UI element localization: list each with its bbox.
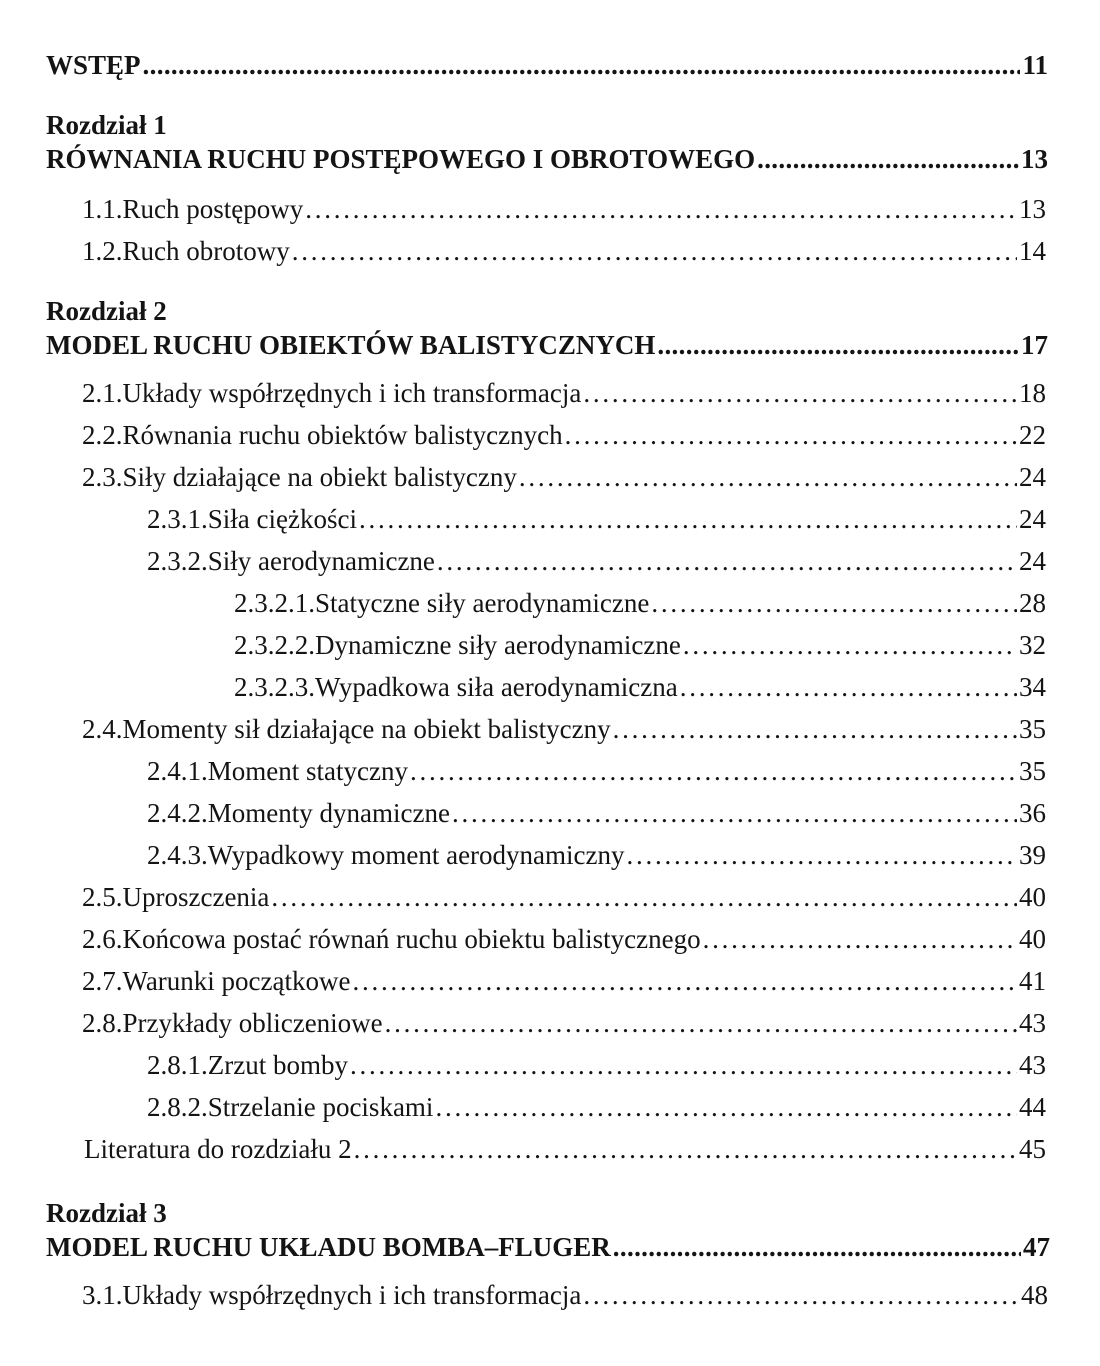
- page-number: 24: [1019, 462, 1046, 492]
- page-number: 44: [1019, 1092, 1046, 1122]
- section-title: Uproszczenia: [122, 882, 270, 912]
- toc-entry[interactable]: [82, 462, 1046, 493]
- section-number: 2.3.2.3.: [234, 672, 315, 702]
- dot-leader: [271, 882, 1017, 910]
- chapter-label: Rozdział 1: [46, 110, 167, 140]
- dot-leader: [680, 672, 1017, 700]
- section-title: Układy współrzędnych i ich transformacja: [122, 378, 582, 408]
- dot-leader: [385, 1008, 1017, 1036]
- dot-leader: [292, 236, 1017, 264]
- section-title: Siły działające na obiekt balistyczny: [122, 462, 517, 492]
- page-number: 39: [1019, 840, 1046, 870]
- toc-entry[interactable]: [82, 420, 1046, 451]
- toc-entry[interactable]: [82, 236, 1046, 267]
- toc-heading-title: WSTĘP: [46, 50, 141, 80]
- dot-leader: [143, 50, 1021, 78]
- section-number: 2.3.2.1.: [234, 588, 315, 618]
- toc-heading-chapter[interactable]: [46, 144, 1048, 175]
- section-number: 2.4.3.: [147, 840, 208, 870]
- toc-entry[interactable]: [147, 504, 1046, 535]
- dot-leader: [583, 1280, 1019, 1308]
- section-title: Literatura do rozdziału 2: [84, 1134, 352, 1164]
- toc-heading-chapter[interactable]: [46, 330, 1048, 361]
- page-number: 13: [1019, 194, 1046, 224]
- dot-leader: [627, 840, 1018, 868]
- toc-heading-intro[interactable]: [46, 50, 1048, 81]
- dot-leader: [703, 924, 1017, 952]
- dot-leader: [354, 1134, 1017, 1162]
- section-number: 3.1.: [82, 1280, 123, 1310]
- page-number: 41: [1019, 966, 1046, 996]
- section-number: 2.4.1.: [147, 756, 208, 786]
- section-title: Momenty sił działające na obiekt balistyczny: [122, 714, 611, 744]
- toc-heading-chapter[interactable]: [46, 1232, 1050, 1263]
- page-number: 35: [1019, 756, 1046, 786]
- dot-leader: [583, 378, 1017, 406]
- toc-entry[interactable]: [234, 630, 1046, 661]
- page-number: 14: [1019, 236, 1046, 266]
- page-number: 24: [1019, 546, 1046, 576]
- page-number: 17: [1021, 330, 1048, 360]
- dot-leader: [359, 504, 1017, 532]
- section-title: Siła ciężkości: [207, 504, 357, 534]
- page-number: 40: [1019, 924, 1046, 954]
- toc-entry[interactable]: [147, 546, 1046, 577]
- section-title: Siły aerodynamiczne: [207, 546, 435, 576]
- page-number: 24: [1019, 504, 1046, 534]
- dot-leader: [565, 420, 1017, 448]
- page-number: 11: [1022, 50, 1048, 80]
- toc-entry[interactable]: [82, 378, 1046, 409]
- section-title: Ruch postępowy: [122, 194, 304, 224]
- section-number: 2.8.1.: [147, 1050, 208, 1080]
- dot-leader: [452, 798, 1017, 826]
- section-number: 2.3.2.: [147, 546, 208, 576]
- toc-entry[interactable]: [82, 966, 1046, 997]
- page-number: 22: [1019, 420, 1046, 450]
- page-number: 40: [1019, 882, 1046, 912]
- section-number: 2.5.: [82, 882, 123, 912]
- section-title: Układy współrzędnych i ich transformacja: [122, 1280, 582, 1310]
- section-title: Wypadkowa siła aerodynamiczna: [315, 672, 678, 702]
- toc-entry[interactable]: [147, 1092, 1046, 1123]
- section-number: 2.3.: [82, 462, 123, 492]
- dot-leader: [410, 756, 1017, 784]
- toc-entry[interactable]: [82, 194, 1046, 225]
- dot-leader: [305, 194, 1017, 222]
- toc-entry[interactable]: [82, 714, 1046, 745]
- dot-leader: [519, 462, 1017, 490]
- section-number: 2.8.: [82, 1008, 123, 1038]
- section-title: Przykłady obliczeniowe: [122, 1008, 383, 1038]
- page-number: 45: [1019, 1134, 1046, 1164]
- dot-leader: [651, 588, 1017, 616]
- section-title: Zrzut bomby: [207, 1050, 348, 1080]
- page-number: 43: [1019, 1050, 1046, 1080]
- dot-leader: [437, 546, 1017, 574]
- page-number: 35: [1019, 714, 1046, 744]
- section-title: Moment statyczny: [207, 756, 408, 786]
- dot-leader: [757, 144, 1019, 172]
- toc-heading-title: MODEL RUCHU UKŁADU BOMBA–FLUGER: [46, 1232, 611, 1262]
- section-number: 2.6.: [82, 924, 123, 954]
- dot-leader: [613, 714, 1017, 742]
- dot-leader: [613, 1232, 1021, 1260]
- section-number: 2.4.2.: [147, 798, 208, 828]
- page-number: 13: [1021, 144, 1048, 174]
- section-number: 1.2.: [82, 236, 123, 266]
- section-number: 2.3.1.: [147, 504, 208, 534]
- dot-leader: [350, 1050, 1017, 1078]
- section-number: 2.1.: [82, 378, 123, 408]
- toc-entry[interactable]: [82, 1280, 1048, 1311]
- section-title: Strzelanie pociskami: [207, 1092, 434, 1122]
- toc-entry[interactable]: [147, 840, 1046, 871]
- dot-leader: [657, 330, 1019, 358]
- page-number: 32: [1019, 630, 1046, 660]
- toc-heading-title: MODEL RUCHU OBIEKTÓW BALISTYCZNYCH: [46, 330, 656, 360]
- section-title: Wypadkowy moment aerodynamiczny: [207, 840, 625, 870]
- page-number: 48: [1021, 1280, 1048, 1310]
- toc-entry[interactable]: [147, 1050, 1046, 1081]
- toc-entry[interactable]: [234, 672, 1046, 703]
- page-number: 28: [1019, 588, 1046, 618]
- section-title: Końcowa postać równań ruchu obiektu balistycznego: [122, 924, 701, 954]
- dot-leader: [352, 966, 1017, 994]
- section-title: Dynamiczne siły aerodynamiczne: [315, 630, 681, 660]
- toc-entry[interactable]: [147, 798, 1046, 829]
- page-number: 34: [1019, 672, 1046, 702]
- page-number: 18: [1019, 378, 1046, 408]
- section-title: Momenty dynamiczne: [207, 798, 450, 828]
- chapter-label: Rozdział 2: [46, 296, 167, 326]
- page-number: 47: [1023, 1232, 1050, 1262]
- toc-entry[interactable]: [82, 882, 1046, 913]
- section-title: Statyczne siły aerodynamiczne: [315, 588, 650, 618]
- section-title: Warunki początkowe: [122, 966, 351, 996]
- toc-entry[interactable]: [147, 756, 1046, 787]
- dot-leader: [683, 630, 1017, 658]
- section-number: 2.4.: [82, 714, 123, 744]
- toc-entry[interactable]: [234, 588, 1046, 619]
- page-number: 43: [1019, 1008, 1046, 1038]
- section-number: 2.7.: [82, 966, 123, 996]
- section-number: 2.8.2.: [147, 1092, 208, 1122]
- page-number: 36: [1019, 798, 1046, 828]
- section-number: 2.2.: [82, 420, 123, 450]
- chapter-label: Rozdział 3: [46, 1198, 167, 1228]
- toc-entry-literature[interactable]: [84, 1134, 1046, 1165]
- toc-heading-title: RÓWNANIA RUCHU POSTĘPOWEGO I OBROTOWEGO: [46, 144, 756, 174]
- section-number: 1.1.: [82, 194, 123, 224]
- section-title: Ruch obrotowy: [122, 236, 290, 266]
- toc-entry[interactable]: [82, 1008, 1046, 1039]
- section-number: 2.3.2.2.: [234, 630, 315, 660]
- toc-entry[interactable]: [82, 924, 1046, 955]
- dot-leader: [435, 1092, 1017, 1120]
- section-title: Równania ruchu obiektów balistycznych: [122, 420, 563, 450]
